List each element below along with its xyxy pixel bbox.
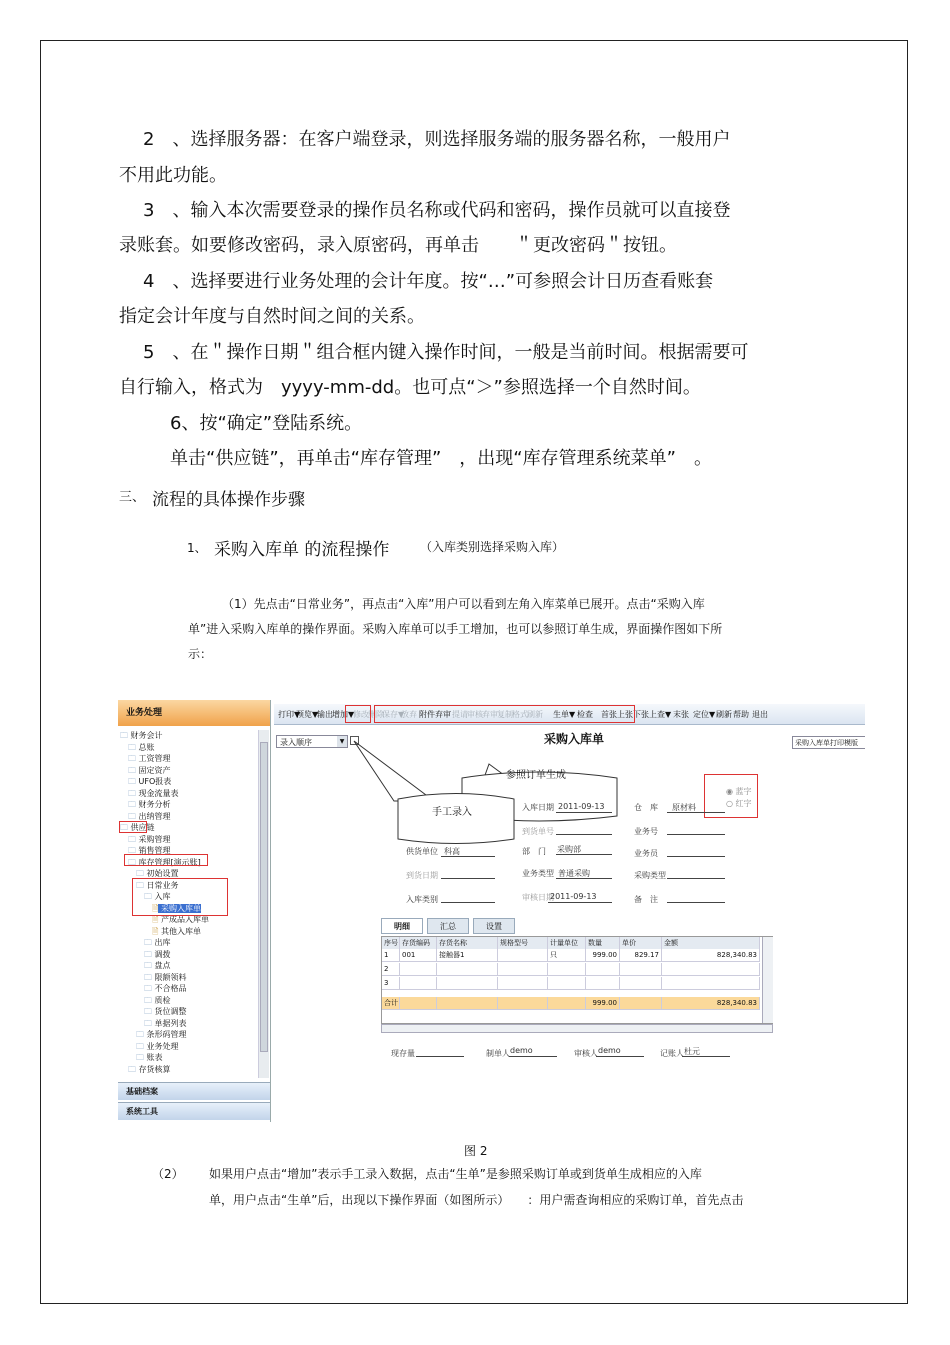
tree-item[interactable] bbox=[128, 754, 171, 763]
grid-header-cell: 存货名称 bbox=[437, 937, 498, 949]
tree-item[interactable] bbox=[136, 1030, 187, 1039]
grid-cell bbox=[548, 997, 586, 1009]
tree-item[interactable] bbox=[136, 1053, 163, 1062]
toolbar-button[interactable]: 弃审 bbox=[482, 710, 498, 719]
highlight-add-button bbox=[345, 705, 371, 723]
tree-item-label: 不合格品 bbox=[152, 984, 187, 993]
order-select-value: 录入顺序 bbox=[280, 738, 312, 747]
erp-screenshot bbox=[118, 700, 865, 1122]
folder-icon: 🗀 bbox=[144, 892, 152, 901]
radio-blue[interactable]: ◉ 蓝字 bbox=[726, 787, 752, 796]
folder-icon: 🗀 bbox=[120, 731, 128, 740]
folder-icon: 🗀 bbox=[128, 742, 136, 752]
toolbar-button[interactable]: 放弃 bbox=[401, 710, 417, 719]
detail-grid bbox=[381, 936, 773, 1024]
tree-item-label: 现金流量表 bbox=[136, 788, 179, 798]
grid-cell: 828,340.83 bbox=[662, 997, 760, 1009]
toolbar-button[interactable]: 保存▼ bbox=[382, 710, 405, 719]
toolbar-button[interactable]: 弃审 bbox=[435, 710, 451, 719]
tree-item-label: 供应链 bbox=[128, 823, 155, 832]
para-3-line2: 录账套。如要修改密码，录入原密码，再单击 ＂更改密码＂按钮。 bbox=[119, 235, 677, 256]
purchase-type-label: 采购类型 bbox=[634, 871, 666, 880]
callout-shapes bbox=[274, 726, 865, 1122]
tree-item-label: 货位调整 bbox=[152, 1007, 187, 1016]
folder-icon: 🗀 bbox=[128, 765, 136, 775]
maker-label: 制单人 bbox=[486, 1049, 510, 1058]
folder-icon: 🗀 bbox=[128, 777, 136, 786]
tree-item-label: 账表 bbox=[144, 1053, 163, 1062]
tree-item-label: 存货核算 bbox=[136, 1064, 171, 1074]
highlight-inventory-mgmt bbox=[124, 854, 208, 866]
maker-value: demo bbox=[510, 1046, 533, 1055]
radio-red[interactable]: ○ 红字 bbox=[726, 799, 752, 808]
tree-item-label: 固定资产 bbox=[136, 765, 171, 775]
grid-tab[interactable]: 汇总 bbox=[427, 918, 469, 934]
tree-item[interactable] bbox=[128, 789, 179, 798]
step-1-line3: 示： bbox=[188, 647, 213, 661]
step-1-line2: 单”进入采购入库单的操作界面。采购入库单可以手工增加，也可以参照订单生成，界面操作图如下所 bbox=[188, 622, 723, 636]
para-5-line1: 5 、在＂操作日期＂组合框内键入操作时间，一般是当前时间。根据需要可 bbox=[143, 342, 749, 363]
table-row[interactable] bbox=[382, 977, 760, 990]
form-title: 采购入库单 bbox=[544, 732, 605, 746]
audit-date-field[interactable]: 2011-09-13 bbox=[550, 892, 597, 901]
biz-no-field[interactable] bbox=[667, 834, 725, 835]
grid-cell bbox=[437, 997, 498, 1009]
grid-cell: 只 bbox=[548, 949, 586, 961]
tree-item-label: 调拨 bbox=[152, 949, 171, 959]
stock-field bbox=[416, 1056, 464, 1057]
in-date-underline bbox=[556, 812, 612, 813]
toolbar-button[interactable]: 首张 bbox=[601, 710, 617, 719]
business-processing-header[interactable]: 业务处理 bbox=[118, 700, 270, 726]
folder-icon: 🗀 bbox=[136, 1041, 144, 1051]
biz-type-label: 业务类型 bbox=[522, 869, 554, 878]
folder-icon: 🗀 bbox=[128, 811, 136, 821]
toolbar-button[interactable]: 修改 bbox=[353, 710, 369, 719]
tree-item-label: 销售管理 bbox=[136, 846, 171, 855]
grid-cell bbox=[620, 977, 662, 989]
step-2-number: （2） bbox=[152, 1167, 184, 1181]
tree-item[interactable] bbox=[152, 927, 201, 936]
purchase-receipt-form bbox=[274, 726, 865, 1122]
note-field[interactable] bbox=[667, 902, 725, 903]
auditor-underline bbox=[596, 1056, 644, 1057]
grid-tab[interactable]: 设置 bbox=[473, 918, 515, 934]
grid-cell bbox=[662, 963, 760, 975]
supplier-label: 供货单位 bbox=[406, 847, 438, 856]
grid-cell bbox=[498, 963, 548, 975]
toolbar-button[interactable]: 审核 bbox=[467, 710, 483, 719]
grid-cell bbox=[548, 963, 586, 975]
grid-header-cell: 金额 bbox=[662, 937, 760, 949]
audit-date-label: 审核日期 bbox=[522, 893, 554, 902]
grid-cell bbox=[620, 963, 662, 975]
item-1-title: 采购入库单 的流程操作 bbox=[214, 540, 390, 560]
folder-icon: 🗀 bbox=[136, 1030, 144, 1039]
tree-item[interactable] bbox=[128, 743, 155, 752]
folder-icon: 🗀 bbox=[128, 800, 136, 809]
item-1-number: 1、 bbox=[187, 541, 207, 555]
toolbar-button[interactable]: 末张 bbox=[673, 710, 689, 719]
grid-header-cell: 数量 bbox=[586, 937, 620, 949]
grid-header-cell: 存货编码 bbox=[400, 937, 437, 949]
arrival-date-field[interactable] bbox=[441, 878, 495, 879]
grid-cell: 接触器1 bbox=[437, 949, 498, 961]
tree-item-label: 财务会计 bbox=[128, 731, 163, 740]
highlight-edit-group bbox=[374, 705, 635, 723]
manual-callout-box bbox=[398, 794, 514, 844]
tree-item-label: 日常业务 bbox=[144, 880, 179, 890]
highlight-supply-chain bbox=[119, 821, 147, 833]
in-date-field[interactable]: 2011-09-13 bbox=[558, 802, 605, 811]
folder-icon: 🗀 bbox=[128, 788, 136, 798]
folder-icon: 🗀 bbox=[144, 995, 152, 1005]
grid-cell bbox=[400, 997, 437, 1009]
biz-type-field[interactable]: 普通采购 bbox=[558, 869, 590, 878]
toolbar-button[interactable]: 刷新 bbox=[716, 710, 732, 719]
table-row[interactable] bbox=[382, 949, 760, 962]
tree-item-label: 限额领料 bbox=[152, 972, 187, 982]
toolbar-button[interactable]: 检查 bbox=[577, 710, 593, 719]
warehouse-field[interactable]: 原材料 bbox=[672, 803, 696, 812]
grid-cell bbox=[400, 963, 437, 975]
tree-item[interactable] bbox=[128, 835, 171, 844]
tree-item[interactable] bbox=[128, 777, 171, 786]
tree-item-label: 其他入库单 bbox=[158, 926, 201, 936]
arrival-no-label: 到货单号 bbox=[522, 827, 554, 836]
grid-cell: 1 bbox=[382, 949, 400, 961]
radio-blue-label: 蓝字 bbox=[735, 787, 752, 796]
tree-item[interactable] bbox=[128, 800, 171, 809]
grid-cell bbox=[437, 963, 498, 975]
manual-callout-pointer bbox=[354, 741, 434, 801]
tree-item[interactable] bbox=[128, 766, 171, 775]
toolbar-button[interactable]: 刷新 bbox=[527, 710, 543, 719]
tree-item-label: 总账 bbox=[136, 742, 155, 752]
print-template-value: 采购入库单打印模版 bbox=[795, 739, 858, 747]
grid-hscrollbar[interactable] bbox=[381, 1024, 773, 1033]
grid-cell bbox=[498, 949, 548, 961]
maker-underline bbox=[509, 1056, 557, 1057]
tree-item[interactable] bbox=[144, 950, 171, 959]
grid-cell bbox=[620, 997, 662, 1009]
folder-icon: 🗀 bbox=[136, 869, 144, 878]
step-1-line1: （1）先点击“日常业务”，再点击“入库”用户可以看到左角入库菜单已展开。点击“采购入库 bbox=[222, 597, 705, 611]
basic-archive-panel[interactable]: 基础档案 bbox=[118, 1082, 270, 1100]
in-class-field[interactable] bbox=[441, 902, 495, 903]
toolbar-button[interactable]: 打印▼ bbox=[278, 710, 301, 719]
toolbar-button[interactable]: 定位▼ bbox=[693, 710, 716, 719]
grid-cell: 3 bbox=[382, 977, 400, 989]
in-date-label: 入库日期 bbox=[522, 803, 554, 812]
toolbar-button[interactable]: 删除 bbox=[368, 710, 384, 719]
para-3-line1: 3 、输入本次需要登录的操作员名称或代码和密码，操作员就可以直接登 bbox=[143, 200, 731, 221]
stock-label: 现存量 bbox=[391, 1049, 415, 1058]
section-3-number: 三、 bbox=[119, 490, 146, 505]
folder-icon: 🗀 bbox=[144, 961, 152, 970]
folder-icon: 🗀 bbox=[144, 972, 152, 982]
document-icon: 🗎 bbox=[152, 903, 159, 913]
folder-icon: 🗀 bbox=[128, 754, 136, 763]
tree-item-label: 条形码管理 bbox=[144, 1030, 187, 1039]
tree-item-label: 出纳管理 bbox=[136, 811, 171, 821]
folder-icon: 🗀 bbox=[144, 938, 152, 947]
manual-callout-text: 手工录入 bbox=[432, 807, 472, 818]
tree-item[interactable] bbox=[152, 915, 209, 924]
toolbar-button[interactable]: 预览▼ bbox=[296, 710, 319, 719]
note-label: 备 注 bbox=[634, 895, 658, 904]
document-icon: 🗎 bbox=[152, 926, 159, 936]
auditor-value: demo bbox=[598, 1046, 621, 1055]
chevron-down-icon[interactable]: ▼ bbox=[337, 736, 347, 747]
purchase-type-field[interactable] bbox=[667, 878, 725, 879]
folder-icon: 🗀 bbox=[144, 984, 152, 993]
para-2-line1: 2 、选择服务器：在客户端登录，则选择服务端的服务器名称，一般用户 bbox=[143, 129, 731, 150]
folder-icon: 🗀 bbox=[120, 823, 128, 832]
tree-item-label: 产成品入库单 bbox=[158, 915, 209, 924]
grid-cell bbox=[437, 977, 498, 989]
grid-cell: 2 bbox=[382, 963, 400, 975]
folder-icon: 🗀 bbox=[128, 834, 136, 844]
auditor-label: 审核人 bbox=[574, 1049, 598, 1058]
tree-item-label: 盘点 bbox=[152, 961, 171, 970]
section-3-title: 流程的具体操作步骤 bbox=[152, 490, 305, 510]
grid-total-row[interactable] bbox=[382, 997, 760, 1010]
folder-icon: 🗀 bbox=[136, 1053, 144, 1062]
document-icon: 🗎 bbox=[152, 915, 159, 924]
para-2-line2: 不用此功能。 bbox=[119, 165, 227, 186]
para-6: 6、按“确定”登陆系统。 bbox=[170, 413, 363, 434]
grid-cell: 828,340.83 bbox=[662, 949, 760, 961]
biz-type-underline bbox=[556, 878, 612, 879]
folder-icon: 🗀 bbox=[128, 857, 136, 867]
tree-item-label: 采购入库单 bbox=[158, 903, 201, 913]
ref-callout-text: 参照订单生成 bbox=[506, 770, 566, 781]
toolbar-button[interactable]: 格式 bbox=[512, 710, 528, 719]
biz-no-label: 业务号 bbox=[634, 827, 658, 836]
warehouse-underline bbox=[667, 812, 725, 813]
audit-date-underline bbox=[548, 902, 612, 903]
toolbar-button[interactable]: 增加▼ bbox=[332, 710, 355, 719]
toolbar-button[interactable]: 退出 bbox=[752, 710, 768, 719]
tree-item-label: 工资管理 bbox=[136, 754, 171, 763]
arrival-date-label: 到货日期 bbox=[406, 871, 438, 880]
grid-header-cell: 序号 bbox=[384, 939, 398, 947]
toolbar-button[interactable]: 帮助 bbox=[733, 710, 749, 719]
tree-item[interactable] bbox=[144, 984, 187, 993]
grid-cell bbox=[498, 997, 548, 1009]
step-2-line1: 如果用户点击“增加”表示手工录入数据，点击“生单”是参照采购订单或到货单生成相应的入库 bbox=[209, 1167, 702, 1181]
folder-icon: 🗀 bbox=[128, 846, 136, 855]
supplier-underline bbox=[441, 856, 495, 857]
grid-cell bbox=[586, 963, 620, 975]
tree-item[interactable] bbox=[144, 973, 187, 982]
table-row[interactable] bbox=[382, 963, 760, 976]
item-1-note: （入库类别选择采购入库） bbox=[420, 540, 565, 554]
grid-tab[interactable]: 明细 bbox=[381, 918, 423, 934]
tree-item-label: UFO报表 bbox=[136, 777, 172, 786]
grid-cell: 合计 bbox=[384, 999, 398, 1007]
tree-item-label: 单据列表 bbox=[152, 1018, 187, 1028]
clerk-label: 业务员 bbox=[634, 849, 658, 858]
bookkeeper-underline bbox=[682, 1056, 730, 1057]
toolbar-button[interactable]: 提请 bbox=[452, 710, 468, 719]
arrival-no-field[interactable] bbox=[556, 834, 612, 835]
toolbar-button[interactable]: 复制 bbox=[497, 710, 513, 719]
tree-item[interactable] bbox=[136, 1042, 179, 1051]
system-tools-panel[interactable]: 系统工具 bbox=[118, 1102, 270, 1120]
folder-icon: 🗀 bbox=[136, 880, 144, 890]
toolbar-button[interactable]: 下张 bbox=[633, 710, 649, 719]
grid-header-cell: 单价 bbox=[620, 937, 662, 949]
tree-scrollbar[interactable] bbox=[258, 730, 269, 1078]
tree-item-label: 财务分析 bbox=[136, 800, 171, 809]
folder-icon: 🗀 bbox=[144, 1007, 152, 1016]
grid-cell: 829.17 bbox=[620, 949, 662, 961]
tree-item[interactable] bbox=[136, 869, 179, 878]
tree-item[interactable] bbox=[128, 812, 171, 821]
tree-item[interactable] bbox=[128, 1065, 171, 1074]
folder-icon: 🗀 bbox=[128, 1064, 136, 1074]
tree-item-label: 质检 bbox=[152, 995, 171, 1005]
tree-item[interactable] bbox=[144, 1007, 187, 1016]
para-4-line1: 4 、选择要进行业务处理的会计年度。按“…”可参照会计日历查看账套 bbox=[143, 271, 714, 292]
scrollbar-thumb[interactable] bbox=[260, 742, 268, 1052]
warehouse-label: 仓 库 bbox=[634, 803, 658, 812]
tree-item[interactable] bbox=[144, 961, 171, 970]
figure-caption: 图 2 bbox=[464, 1144, 488, 1158]
tree-item-label: 入库 bbox=[152, 892, 171, 901]
in-class-label: 入库类别 bbox=[406, 895, 438, 904]
folder-icon: 🗀 bbox=[144, 1018, 152, 1028]
grid-header-cell: 规格型号 bbox=[498, 937, 548, 949]
grid-cell: 999.00 bbox=[586, 949, 620, 961]
toolbar-button[interactable]: 上查▼ bbox=[649, 710, 672, 719]
toolbar-button[interactable]: 输出 bbox=[317, 710, 333, 719]
tree-item-label: 初始设置 bbox=[144, 869, 179, 878]
para-5-line2: 自行输入，格式为 yyyy-mm-dd。也可点“＞”参照选择一个自然时间。 bbox=[119, 377, 701, 398]
clerk-field[interactable] bbox=[667, 856, 725, 857]
dept-field[interactable]: 采购部 bbox=[557, 845, 581, 854]
grid-cell bbox=[400, 977, 437, 989]
tree-item-label: 业务处理 bbox=[144, 1041, 179, 1051]
tree-item[interactable] bbox=[144, 938, 171, 947]
grid-cell bbox=[662, 977, 760, 989]
grid-cell bbox=[498, 977, 548, 989]
folder-icon: 🗀 bbox=[144, 949, 152, 959]
dept-underline bbox=[556, 854, 612, 855]
supplier-field[interactable]: 科高 bbox=[444, 847, 460, 856]
step-2-line2: 单，用户点击“生单”后，出现以下操作界面（如图所示） ：用户需查询相应的采购订单，首先点击 bbox=[209, 1193, 744, 1207]
tree-item[interactable] bbox=[144, 1019, 187, 1028]
left-navigation-pane bbox=[118, 700, 271, 1122]
dept-label: 部 门 bbox=[522, 847, 546, 856]
grid-cell bbox=[548, 977, 586, 989]
toolbar-button[interactable]: 附件 bbox=[419, 710, 435, 719]
grid-header-cell: 计量单位 bbox=[548, 937, 586, 949]
para-7: 单击“供应链”，再单击“库存管理” ，出现“库存管理系统菜单” 。 bbox=[170, 448, 712, 469]
grid-cell bbox=[586, 977, 620, 989]
highlight-daily-business bbox=[132, 878, 228, 916]
tree-item-label: 库存管理[演示账] bbox=[136, 857, 201, 867]
bookkeeper-label: 记账人 bbox=[660, 1049, 684, 1058]
radio-red-label: 红字 bbox=[735, 799, 752, 808]
toolbar-button[interactable]: 生单▼ bbox=[553, 710, 576, 719]
bookkeeper-value: 杜元 bbox=[684, 1047, 700, 1056]
para-4-line2: 指定会计年度与自然时间之间的关系。 bbox=[119, 306, 425, 327]
tree-item[interactable] bbox=[120, 731, 163, 740]
grid-cell: 001 bbox=[400, 949, 437, 961]
grid-vscrollbar[interactable] bbox=[762, 937, 773, 1023]
toolbar-button[interactable]: 上张 bbox=[617, 710, 633, 719]
grid-cell: 999.00 bbox=[586, 997, 620, 1009]
tree-item-label: 采购管理 bbox=[136, 834, 171, 844]
tree-item-label: 出库 bbox=[152, 938, 171, 947]
tree-item[interactable] bbox=[144, 996, 171, 1005]
